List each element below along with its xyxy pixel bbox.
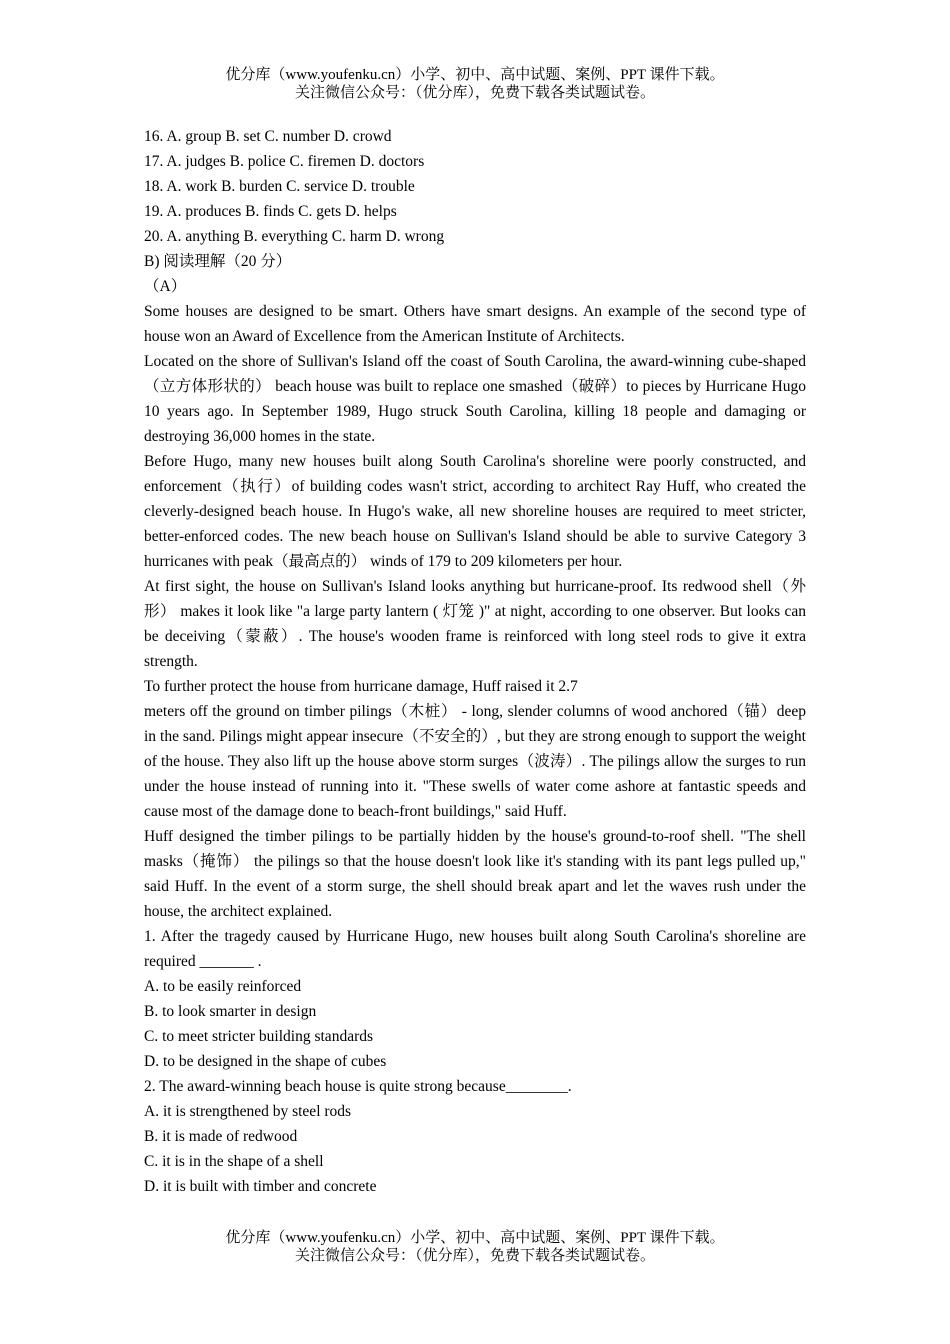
page-header bbox=[0, 66, 950, 102]
header-line-1: 优分库（www.youfenku.cn）小学、初中、高中试题、案例、PPT 课件下载。 bbox=[225, 67, 725, 83]
cloze-option-19: 19. A. produces B. finds C. gets D. helps bbox=[144, 203, 397, 220]
passage-paragraph: meters off the ground on timber pilings（木桩） - long, slender columns of wood anchored（锚）deep in the sand. Pilings might appear insecure（不安全的）, but they are strong enough to support the weight of the house. They also lift up the house above storm surges（波涛）. The pilings allow the surges to run under the house instead of running into it. "These swells of water come ashore at fantastic speeds and cause most of the damage done to beach-front buildings," said Huff. bbox=[144, 703, 806, 820]
cloze-option-16: 16. A. group B. set C. number D. crowd bbox=[144, 128, 392, 145]
cloze-option-20: 20. A. anything B. everything C. harm D. wrong bbox=[144, 228, 445, 245]
page-footer bbox=[0, 1229, 950, 1265]
passage-paragraph: At first sight, the house on Sullivan's Island looks anything but hurricane-proof. Its redwood shell（外形） makes it look like "a large party lantern ( 灯笼 )" at night, according to one observer. But looks can be deceiving（蒙蔽）. The house's wooden frame is reinforced with long steel rods to give it extra strength. bbox=[144, 578, 806, 670]
passage-label: （A） bbox=[144, 278, 187, 295]
question-1-option-c: C. to meet stricter building standards bbox=[144, 1028, 374, 1045]
passage-paragraph: To further protect the house from hurricane damage, Huff raised it 2.7 bbox=[144, 678, 578, 695]
question-2-stem: 2. The award-winning beach house is quite strong because________. bbox=[144, 1078, 572, 1095]
passage-paragraph: Huff designed the timber pilings to be partially hidden by the house's ground-to-roof shell. "The shell masks（掩饰） the pilings so that the house doesn't look like it's standing with its pant legs pulled up," said Huff. In the event of a storm surge, the shell should break apart and let the waves rush under the house, the architect explained. bbox=[144, 828, 806, 920]
passage-paragraph: Located on the shore of Sullivan's Island off the coast of South Carolina, the award-winning cube-shaped（立方体形状的） beach house was built to replace one smashed（破碎）to pieces by Hurricane Hugo 10 years ago. In September 1989, Hugo struck South Carolina, killing 18 people and damaging or destroying 36,000 homes in the state. bbox=[144, 353, 806, 445]
question-1-option-b: B. to look smarter in design bbox=[144, 1003, 317, 1020]
question-2-option-b: B. it is made of redwood bbox=[144, 1128, 298, 1145]
document-body bbox=[144, 124, 806, 1199]
footer-line-1: 优分库（www.youfenku.cn）小学、初中、高中试题、案例、PPT 课件下载。 bbox=[225, 1230, 725, 1246]
header-line-2: 关注微信公众号：（优分库），免费下载各类试题试卷。 bbox=[294, 85, 655, 101]
cloze-option-18: 18. A. work B. burden C. service D. trouble bbox=[144, 178, 415, 195]
question-1-option-a: A. to be easily reinforced bbox=[144, 978, 302, 995]
question-2-option-a: A. it is strengthened by steel rods bbox=[144, 1103, 352, 1120]
question-1-option-d: D. to be designed in the shape of cubes bbox=[144, 1053, 387, 1070]
question-2-option-c: C. it is in the shape of a shell bbox=[144, 1153, 324, 1170]
passage-paragraph: Some houses are designed to be smart. Others have smart designs. An example of the second type of house won an Award of Excellence from the American Institute of Architects. bbox=[144, 303, 806, 345]
passage-paragraph: Before Hugo, many new houses built along South Carolina's shoreline were poorly constructed, and enforcement（执行）of building codes wasn't strict, according to architect Ray Huff, who created the cleverly-designed beach house. In Hugo's wake, all new shoreline houses are required to meet stricter, better-enforced codes. The new beach house on Sullivan's Island should be able to survive Category 3 hurricanes with peak（最高点的） winds of 179 to 209 kilometers per hour. bbox=[144, 453, 806, 570]
cloze-option-17: 17. A. judges B. police C. firemen D. doctors bbox=[144, 153, 425, 170]
footer-line-2: 关注微信公众号：（优分库），免费下载各类试题试卷。 bbox=[294, 1248, 655, 1264]
section-title: B) 阅读理解（20 分） bbox=[144, 253, 292, 270]
question-1-stem: 1. After the tragedy caused by Hurricane Hugo, new houses built along South Carolina's shoreline are required _______ . bbox=[144, 928, 806, 970]
question-2-option-d: D. it is built with timber and concrete bbox=[144, 1178, 377, 1195]
